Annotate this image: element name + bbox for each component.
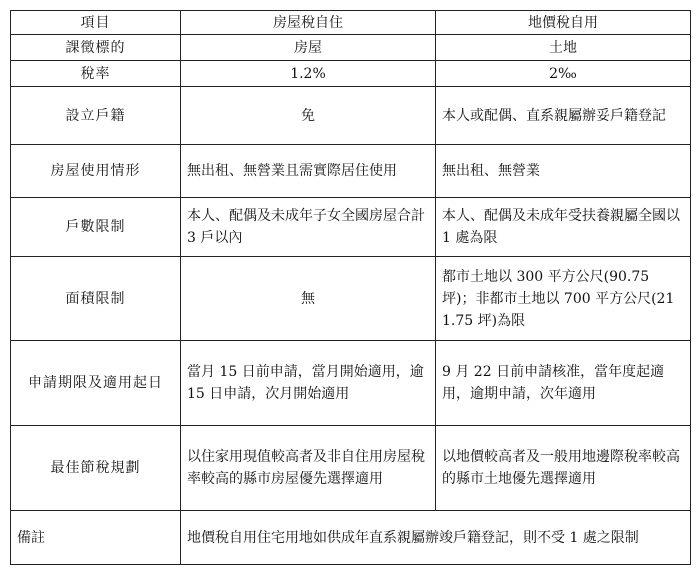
land-cell: 本人或配偶、直系親屬辦妥戶籍登記 <box>436 87 691 145</box>
land-cell: 無出租、無營業 <box>436 145 691 198</box>
note-label: 備註 <box>11 511 181 565</box>
row-label: 設立戶籍 <box>11 87 181 145</box>
table-header-row <box>11 11 691 35</box>
header-house-tax: 房屋稅自住 <box>181 11 436 35</box>
table-row <box>11 426 691 511</box>
house-cell: 本人、配偶及未成年子女全國房屋合計 3 戶以內 <box>181 198 436 257</box>
land-cell: 本人、配偶及未成年受扶養親屬全國以 1 處為限 <box>436 198 691 257</box>
table-row <box>11 87 691 145</box>
land-cell: 都市土地以 300 平方公尺(90.75 坪)；非都市土地以 700 平方公尺(211.75 坪)為限 <box>436 257 691 341</box>
table-row <box>11 145 691 198</box>
row-label: 面積限制 <box>11 257 181 341</box>
house-cell: 以住家用現值較高者及非自住用房屋稅率較高的縣市房屋優先選擇適用 <box>181 426 436 511</box>
row-label: 課徵標的 <box>11 35 181 61</box>
table-row <box>11 257 691 341</box>
tax-comparison-table <box>10 10 691 565</box>
house-cell: 免 <box>181 87 436 145</box>
house-cell: 無 <box>181 257 436 341</box>
table-row <box>11 35 691 61</box>
row-label: 房屋使用情形 <box>11 145 181 198</box>
row-label: 最佳節稅規劃 <box>11 426 181 511</box>
header-land-tax: 地價稅自用 <box>436 11 691 35</box>
house-cell: 無出租、無營業且需實際居住使用 <box>181 145 436 198</box>
land-cell: 2‰ <box>436 61 691 87</box>
land-cell: 9 月 22 日前申請核准，當年度起適用，逾期申請，次年適用 <box>436 341 691 426</box>
table-row <box>11 198 691 257</box>
table-row <box>11 61 691 87</box>
land-cell: 土地 <box>436 35 691 61</box>
table-note-row <box>11 511 691 565</box>
note-text: 地價稅自用住宅用地如供成年直系親屬辦竣戶籍登記，則不受 1 處之限制 <box>181 511 691 565</box>
header-item: 項目 <box>11 11 181 35</box>
table-row <box>11 341 691 426</box>
house-cell: 房屋 <box>181 35 436 61</box>
row-label: 稅率 <box>11 61 181 87</box>
row-label: 申請期限及適用起日 <box>11 341 181 426</box>
house-cell: 當月 15 日前申請，當月開始適用，逾 15 日申請，次月開始適用 <box>181 341 436 426</box>
house-cell: 1.2% <box>181 61 436 87</box>
land-cell: 以地價較高者及一般用地邊際稅率較高的縣市土地優先選擇適用 <box>436 426 691 511</box>
row-label: 戶數限制 <box>11 198 181 257</box>
